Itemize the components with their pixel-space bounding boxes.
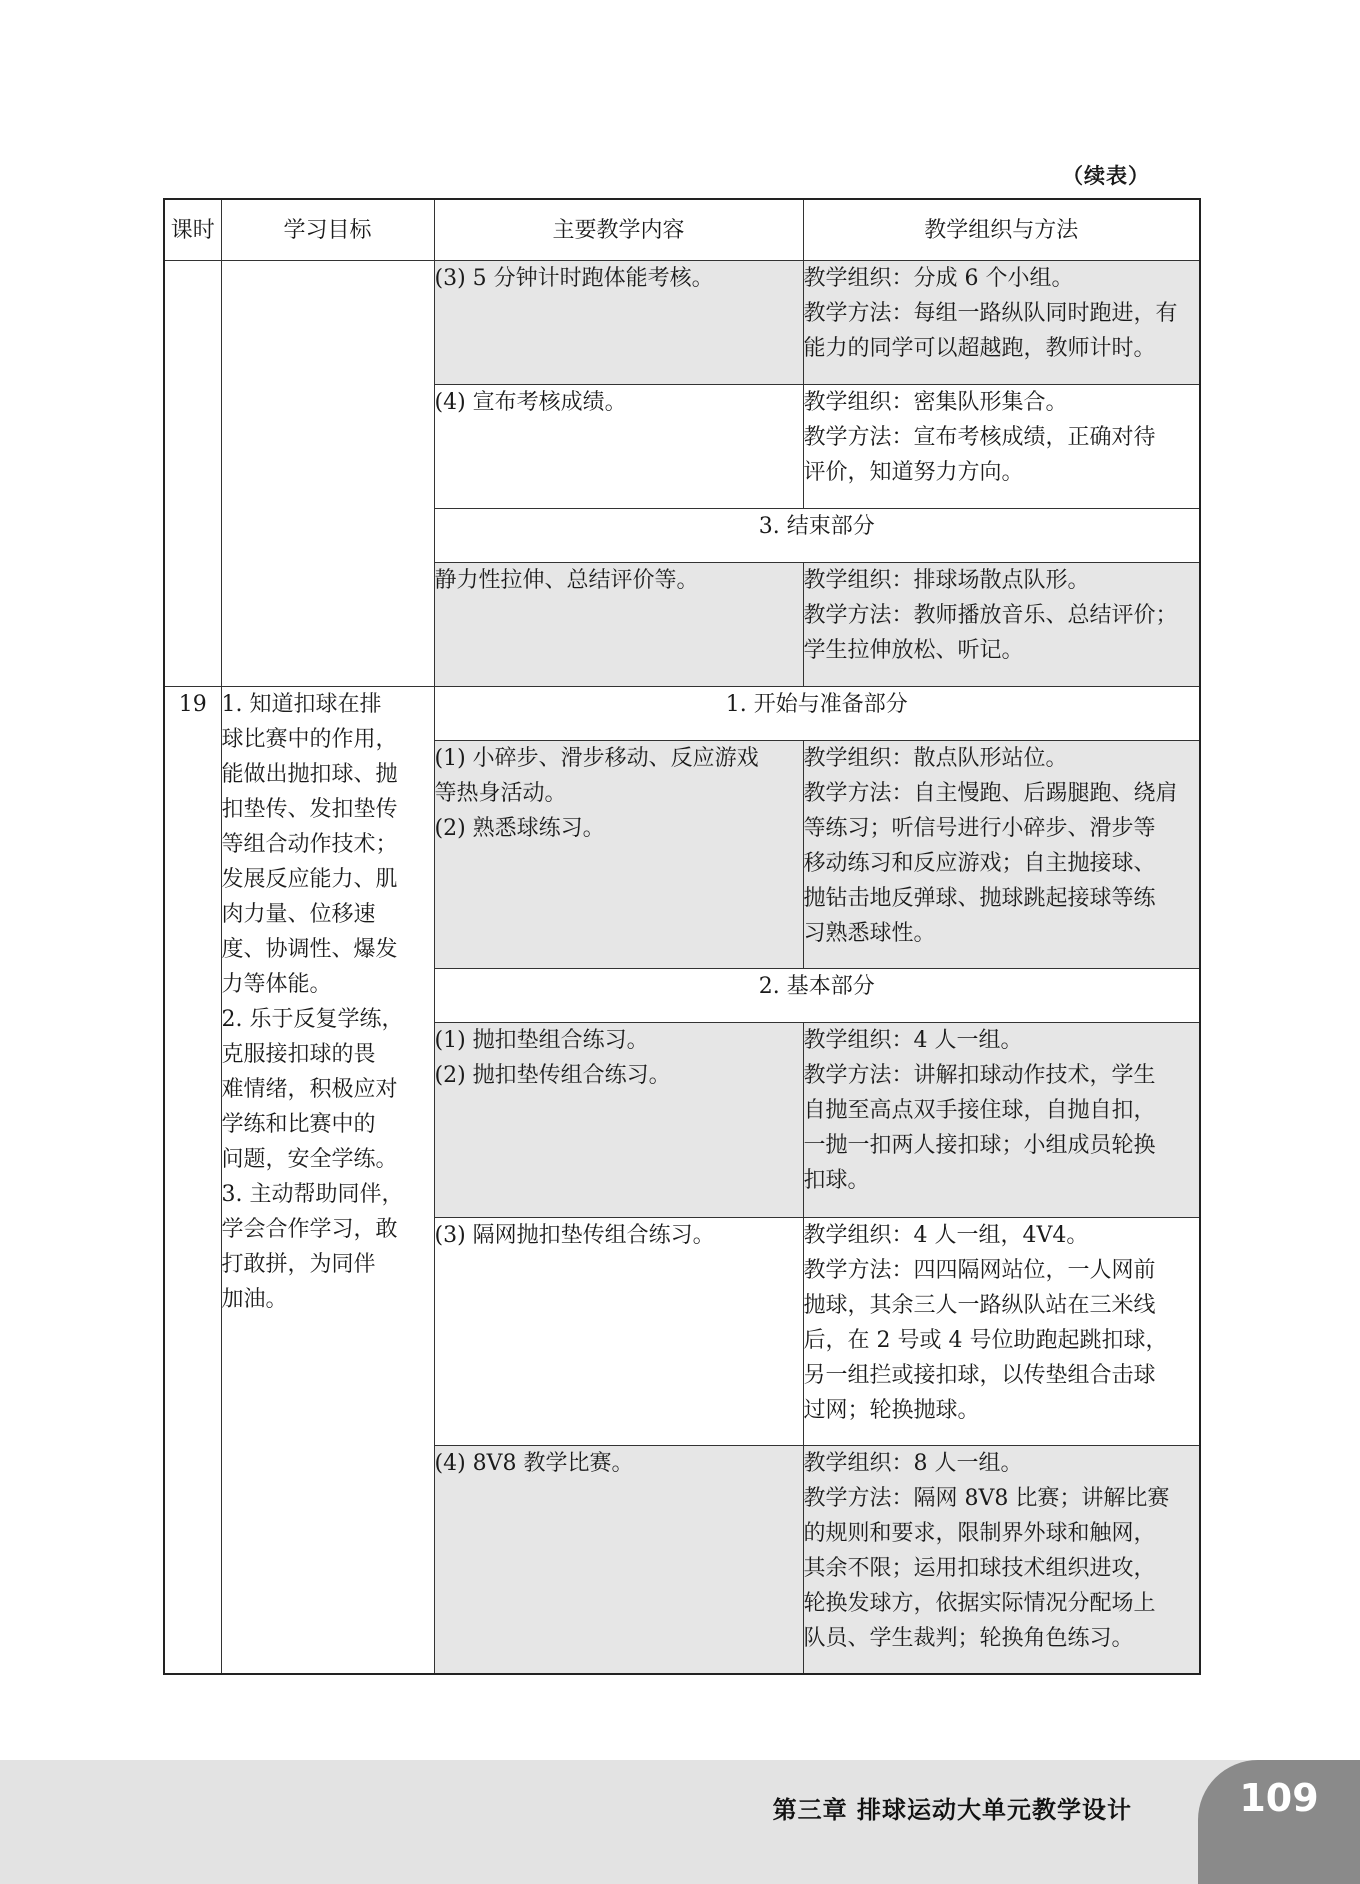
page-number: 109 bbox=[1239, 1776, 1319, 1820]
table-row bbox=[164, 261, 1200, 385]
page-footer-band bbox=[0, 1760, 1360, 1884]
method-cell: 教学组织：排球场散点队形。 教学方法：教师播放音乐、总结评价； 学生拉伸放松、听记。 bbox=[803, 563, 1200, 687]
method-cell: 教学组织：散点队形站位。 教学方法：自主慢跑、后踢腿跑、绕肩 等练习；听信号进行小碎步、滑步等 移动练习和反应游戏；自主抛接球、 抛钻击地反弹球、抛球跳起接球等练 习熟悉球性。 bbox=[803, 741, 1200, 969]
method-cell: 教学组织：8 人一组。 教学方法：隔网 8V8 比赛；讲解比赛 的规则和要求，限制界外球和触网， 其余不限；运用扣球技术组织进攻， 轮换发球方，依据实际情况分配场上 队员、学生裁判；轮换角色练习。 bbox=[803, 1446, 1200, 1674]
section-heading: 1. 开始与准备部分 bbox=[434, 687, 1200, 741]
content-cell: (1) 小碎步、滑步移动、反应游戏 等热身活动。 (2) 熟悉球练习。 bbox=[434, 741, 803, 969]
method-cell: 教学组织：分成 6 个小组。 教学方法：每组一路纵队同时跑进，有 能力的同学可以超越跑，教师计时。 bbox=[803, 261, 1200, 385]
content-cell: 静力性拉伸、总结评价等。 bbox=[434, 563, 803, 687]
section-heading: 3. 结束部分 bbox=[434, 509, 1200, 563]
table-header-row bbox=[164, 199, 1200, 261]
method-cell: 教学组织：密集队形集合。 教学方法：宣布考核成绩，正确对待 评价，知道努力方向。 bbox=[803, 385, 1200, 509]
content-cell: (1) 抛扣垫组合练习。 (2) 抛扣垫传组合练习。 bbox=[434, 1023, 803, 1218]
learning-goals: 1. 知道扣球在排 球比赛中的作用， 能做出抛扣球、抛 扣垫传、发扣垫传 等组合动作技术； 发展反应能力、肌 肉力量、位移速 度、协调性、爆发 力等体能。 2. 乐于反复学练， 克服接扣球的畏 难情绪，积极应对 学练和比赛中的 问题，安全学练。 3. 主动帮助同伴， 学会合作学习，敢 打敢拼，为同伴 加油。 bbox=[221, 687, 434, 1674]
content-cell: (4) 8V8 教学比赛。 bbox=[434, 1446, 803, 1674]
content-cell: (3) 隔网抛扣垫传组合练习。 bbox=[434, 1218, 803, 1446]
content-cell: (3) 5 分钟计时跑体能考核。 bbox=[434, 261, 803, 385]
header-content: 主要教学内容 bbox=[434, 199, 803, 261]
method-cell: 教学组织：4 人一组。 教学方法：讲解扣球动作技术，学生 自抛至高点双手接住球，自抛自扣， 一抛一扣两人接扣球；小组成员轮换 扣球。 bbox=[803, 1023, 1200, 1218]
header-goals: 学习目标 bbox=[221, 199, 434, 261]
lesson-number-cell-empty bbox=[164, 261, 221, 687]
lesson-number: 19 bbox=[164, 687, 221, 1674]
header-lesson: 课时 bbox=[164, 199, 221, 261]
chapter-title: 第三章 排球运动大单元教学设计 bbox=[772, 1796, 1132, 1824]
content-cell: (4) 宣布考核成绩。 bbox=[434, 385, 803, 509]
header-method: 教学组织与方法 bbox=[803, 199, 1200, 261]
continued-label: （续表） bbox=[1062, 164, 1150, 188]
method-cell: 教学组织：4 人一组，4V4。 教学方法：四四隔网站位，一人网前 抛球，其余三人一路纵队站在三米线 后，在 2 号或 4 号位助跑起跳扣球， 另一组拦或接扣球，以传垫组合击球 过网；轮换抛球。 bbox=[803, 1218, 1200, 1446]
lesson-plan-table bbox=[163, 198, 1201, 1675]
section-heading: 2. 基本部分 bbox=[434, 969, 1200, 1023]
section-row bbox=[164, 687, 1200, 741]
goals-cell-empty bbox=[221, 261, 434, 687]
